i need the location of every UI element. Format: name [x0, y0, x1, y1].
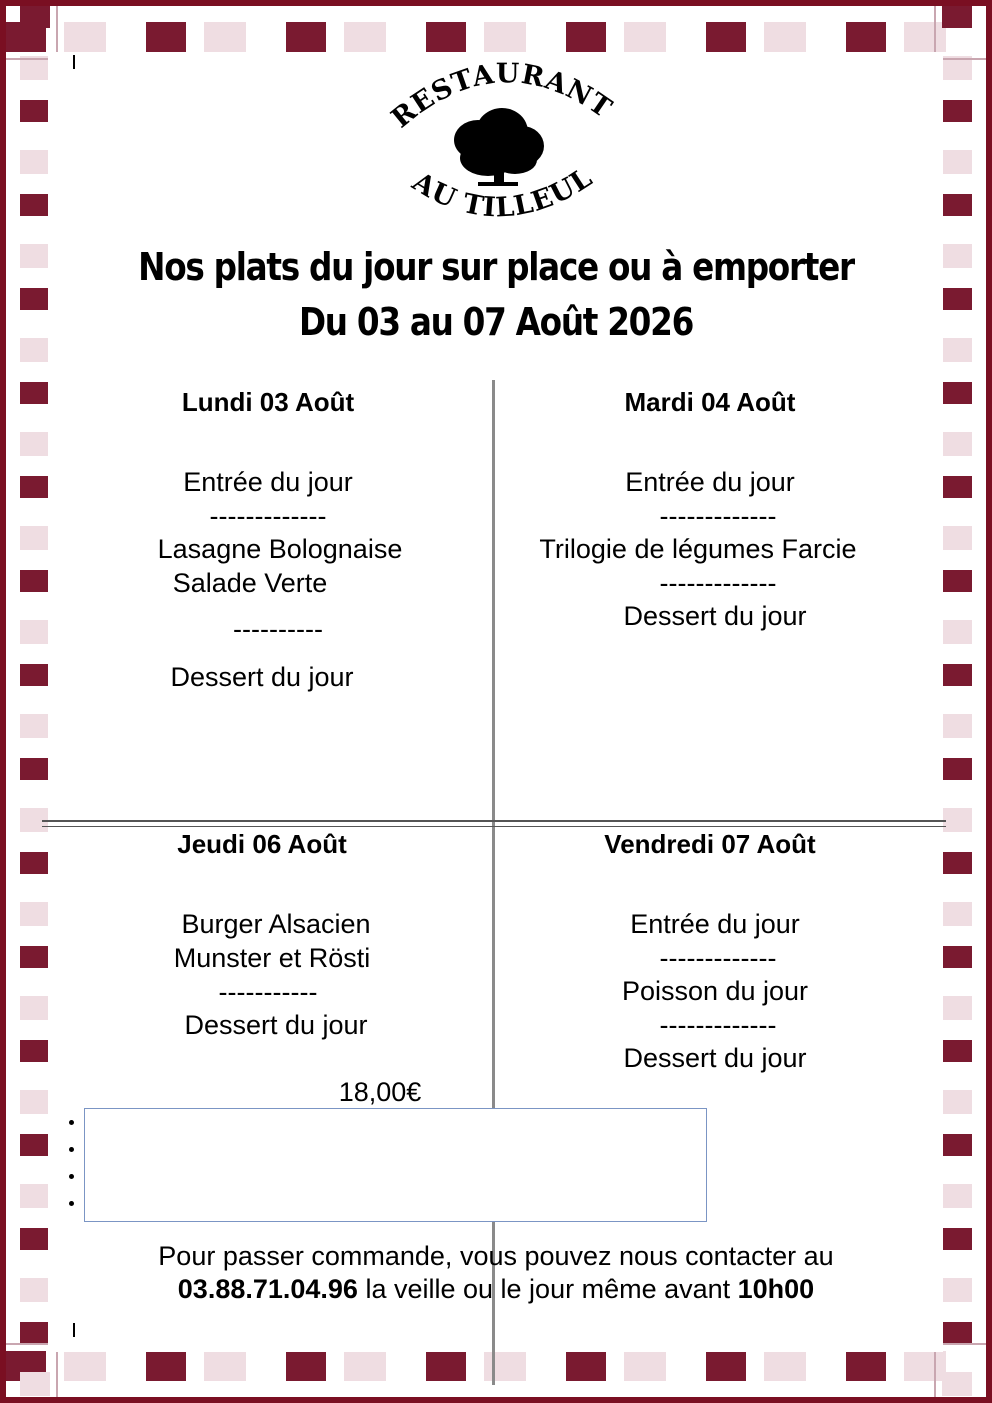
menu-line: Burger Alsacien	[181, 909, 371, 939]
menu-line: Entrée du jour	[625, 467, 795, 497]
footer-line1: Pour passer commande, vous pouvez nous contacter au	[158, 1241, 834, 1271]
menu-line: Dessert du jour	[623, 601, 807, 631]
footer-middle-text: la veille ou le jour même avant	[357, 1274, 738, 1304]
logo-top-text: RESTAURANT	[385, 60, 618, 135]
menu-separator: -------------	[659, 1010, 777, 1040]
page-title-line2: Du 03 au 07 Août 2026	[298, 300, 694, 344]
menu-separator: -------------	[659, 501, 777, 531]
bullet-point	[69, 1174, 74, 1179]
menu-line: Poisson du jour	[621, 976, 809, 1006]
menu-line: Salade Verte	[172, 568, 328, 598]
corner-mark	[73, 55, 75, 69]
menu-line: Trilogie de légumes Farcie	[539, 534, 857, 564]
column-divider	[492, 380, 495, 1385]
border-band-right	[942, 6, 972, 1397]
menu-line: Dessert du jour	[170, 662, 354, 692]
restaurant-logo	[380, 60, 620, 230]
logo-bottom-text: AU TILLEUL	[406, 161, 599, 224]
phone-number: 03.88.71.04.96	[177, 1274, 358, 1304]
day-heading-friday: Vendredi 07 Août	[604, 829, 816, 859]
bullet-point	[69, 1201, 74, 1206]
corner-mark	[73, 1323, 75, 1337]
day-heading-thursday: Jeudi 06 Août	[177, 829, 347, 859]
menu-separator: -------------	[209, 501, 327, 531]
deadline-time: 10h00	[737, 1274, 815, 1304]
day-heading-tuesday: Mardi 04 Août	[624, 387, 796, 417]
row-divider-inner	[42, 826, 946, 827]
border-band-left	[20, 6, 50, 1397]
row-divider	[42, 820, 946, 822]
page-title-line1: Nos plats du jour sur place ou à emporter	[138, 245, 854, 289]
border-band-top	[6, 22, 986, 52]
empty-text-box[interactable]	[84, 1108, 707, 1222]
menu-separator: -------------	[659, 568, 777, 598]
menu-line: Entrée du jour	[630, 909, 800, 939]
bullet-point	[69, 1147, 74, 1152]
menu-line: Entrée du jour	[183, 467, 353, 497]
menu-separator: -----------	[218, 977, 318, 1007]
menu-separator: ----------	[233, 614, 323, 644]
day-heading-monday: Lundi 03 Août	[181, 387, 355, 417]
menu-line: Dessert du jour	[184, 1010, 368, 1040]
footer-line2	[0, 1274, 992, 1305]
bullet-point	[69, 1120, 74, 1125]
border-band-bottom	[6, 1351, 986, 1381]
tree-icon	[454, 108, 544, 186]
price: 18,00€	[338, 1077, 422, 1107]
menu-line: Dessert du jour	[623, 1043, 807, 1073]
menu-separator: -------------	[659, 943, 777, 973]
menu-line: Munster et Rösti	[173, 943, 371, 973]
menu-line: Lasagne Bolognaise	[157, 534, 403, 564]
